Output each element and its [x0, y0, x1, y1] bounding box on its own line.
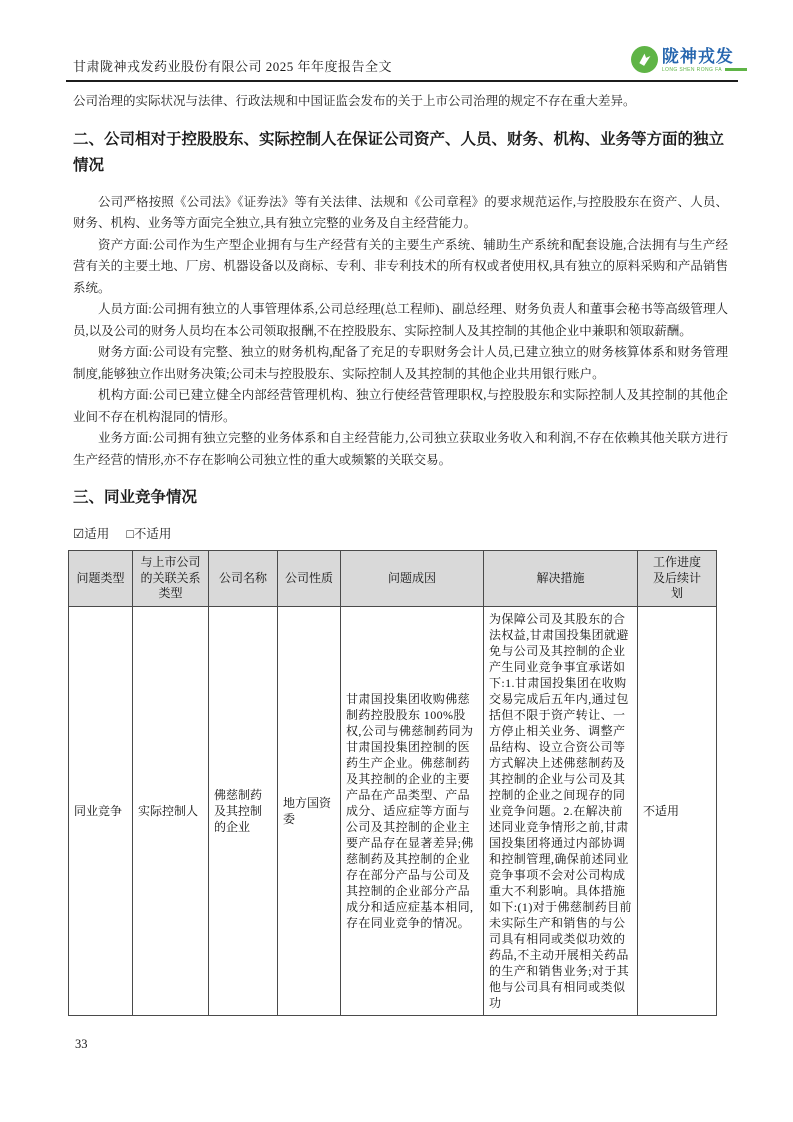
table-head	[69, 551, 717, 607]
logo-en-row	[662, 67, 747, 73]
logo-underline-bar	[725, 68, 747, 72]
report-title: 甘肃陇神戎发药业股份有限公司 2025 年年度报告全文	[73, 59, 393, 74]
logo-text-block	[662, 47, 747, 73]
table-body	[69, 607, 717, 1016]
applicability-line	[73, 524, 728, 542]
header-progress: 工作进度及后续计划	[638, 551, 717, 607]
cell-company-nature: 地方国资委	[278, 607, 341, 1016]
cell-progress: 不适用	[638, 607, 717, 1016]
cell-company-name: 佛慈制药及其控制的企业	[209, 607, 278, 1016]
competition-table	[68, 550, 717, 1016]
checkbox-not-applicable: □不适用	[126, 527, 172, 541]
header-cause: 问题成因	[341, 551, 484, 607]
cell-relation-type: 实际控制人	[133, 607, 209, 1016]
company-logo	[631, 46, 747, 73]
page-content	[0, 82, 793, 1016]
table-header-row	[69, 551, 717, 607]
paragraph-finance: 财务方面:公司设有完整、独立的财务机构,配备了充足的专职财务会计人员,已建立独立的财务核算体系和财务管理制度,能够独立作出财务决策;公司未与控股股东、实际控制人及其控制的其他企业共用银行账户。	[73, 345, 728, 381]
governance-note: 公司治理的实际状况与法律、行政法规和中国证监会发布的关于上市公司治理的规定不存在重大差异。	[73, 94, 636, 108]
table-row	[69, 607, 717, 1016]
paragraph-business: 业务方面:公司拥有独立完整的业务体系和自主经营能力,公司独立获取业务收入和利润,不存在依赖其他关联方进行生产经营的情形,亦不存在影响公司独立性的重大或频繁的关联交易。	[73, 431, 728, 467]
cell-problem-type: 同业竞争	[69, 607, 133, 1016]
header-solution: 解决措施	[484, 551, 638, 607]
logo-cn-text: 陇神戎发	[661, 46, 734, 66]
header-company-nature: 公司性质	[278, 551, 341, 607]
paragraph-personnel: 人员方面:公司拥有独立的人事管理体系,公司总经理(总工程师)、副总经理、财务负责人和董事会秘书等高级管理人员,以及公司的财务人员均在本公司领取报酬,不在控股股东、实际控制人及其控制的其他企业中兼职和领取薪酬。	[73, 302, 728, 338]
logo-bird-icon	[631, 46, 658, 73]
cell-solution	[484, 607, 638, 1016]
paragraph-organization: 机构方面:公司已建立健全内部经营管理机构、独立行使经营管理职权,与控股股东和实际控制人及其控制的其他企业间不存在机构混同的情形。	[73, 388, 728, 424]
page-number: 33	[75, 1037, 88, 1051]
paragraph-assets: 资产方面:公司作为生产型企业拥有与生产经营有关的主要生产系统、辅助生产系统和配套设施,合法拥有与生产经营有关的主要土地、厂房、机器设备以及商标、专利、非专利技术的所有权或者使用权,具有独立的原料采购和产品销售系统。	[73, 237, 728, 295]
section-heading-competition: 三、同业竞争情况	[73, 489, 198, 506]
header-problem-type: 问题类型	[69, 551, 133, 607]
page-header	[0, 0, 793, 75]
header-relation-type: 与上市公司的关联关系类型	[133, 551, 209, 607]
cell-cause: 甘肃国投集团收购佛慈制药控股股东 100%股权,公司与佛慈制药同为甘肃国投集团控制的医药生产企业。佛慈制药及其控制的企业的主要产品在产品类型、产品成分、适应症等方面与公司及其控制的企业主要产品存在显著差异;佛慈制药及其控制的企业存在部分产品与公司及其控制的企业部分产品成分和适应症基本相同,存在同业竞争的情况。	[341, 607, 484, 1016]
logo-en-text: LONG SHEN RONG FA	[661, 66, 722, 73]
checkbox-applicable-checked: ☑适用	[73, 527, 110, 541]
paragraph-general: 公司严格按照《公司法》《证券法》等有关法律、法规和《公司章程》的要求规范运作,与控股股东在资产、人员、财务、机构、业务等方面完全独立,具有独立完整的业务及自主经营能力。	[73, 194, 728, 230]
section-heading-independence: 二、公司相对于控股股东、实际控制人在保证公司资产、人员、财务、机构、业务等方面的独立情况	[73, 130, 725, 174]
header-company-name: 公司名称	[209, 551, 278, 607]
cell-solution-text: 为保障公司及其股东的合法权益,甘肃国投集团就避免与公司及其控制的企业产生同业竞争事宜承诺如下:1.甘肃国投集团在收购交易完成后五年内,通过包括但不限于资产转让、一方停止相关业务、调整产品结构、设立合资公司等方式解决上述佛慈制药及其控制的企业与公司及其控制的企业之间现存的同业竞争问题。2.在解决前述同业竞争情形之前,甘肃国投集团将通过内部协调和控制管理,确保前述同业竞争事项不会对公司构成重大不利影响。具体措施如下:(1)对于佛慈制药目前未实际生产和销售的与公司具有相同或类似功效的药品,不主动开展相关药品的生产和销售业务;对于其他与公司具有相同或类似功	[489, 612, 632, 1010]
